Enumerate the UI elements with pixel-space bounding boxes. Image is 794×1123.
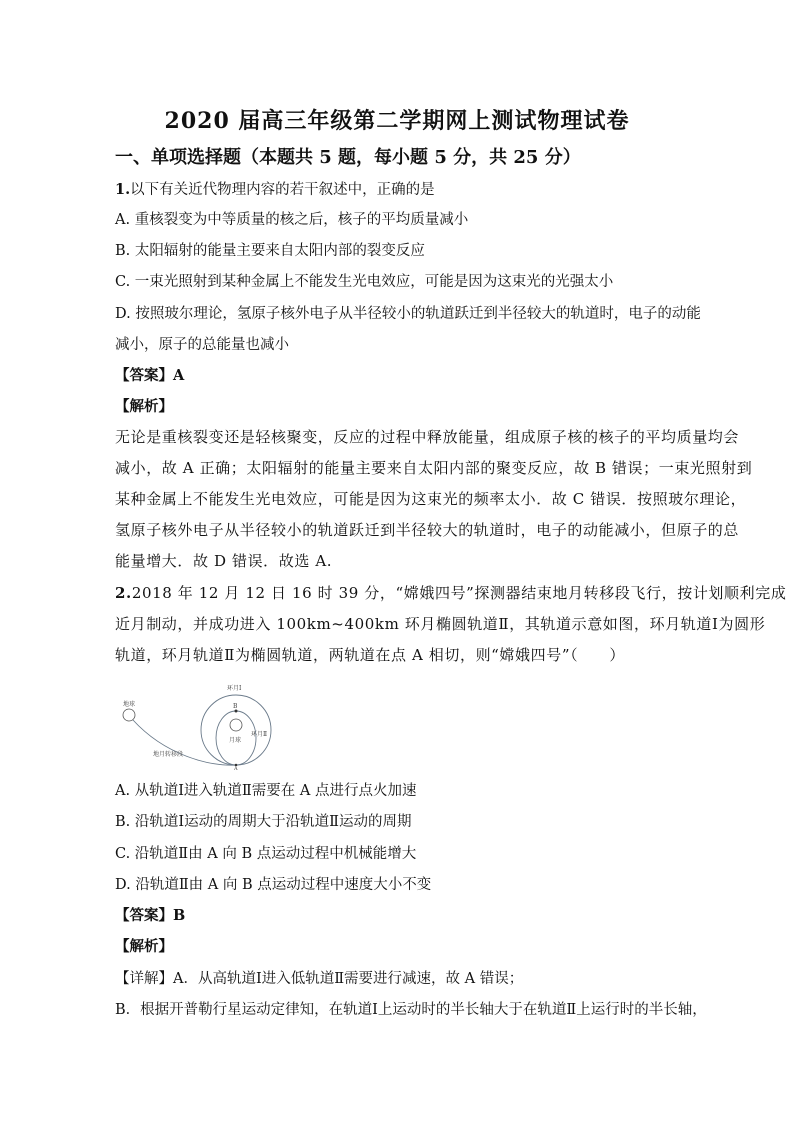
page-title: 2020 届高三年级第二学期网上测试物理试卷 — [164, 108, 630, 134]
question-2-option-d: D. 沿轨道Ⅱ由 A 向 B 点运动过程中速度大小不变 — [115, 877, 432, 893]
question-1-stem — [115, 178, 435, 199]
question-1-number: 1. — [115, 181, 131, 198]
question-2-stem — [115, 582, 786, 603]
question-2-number: 2. — [115, 584, 132, 602]
question-2-analysis-label: 【解析】 — [115, 938, 173, 955]
question-2-detail-line: 【详解】A．从高轨道Ⅰ进入低轨道Ⅱ需要进行减速，故 A 错误； — [115, 971, 524, 987]
question-1-option-a: A. 重核裂变为中等质量的核之后，核子的平均质量减小 — [115, 212, 469, 228]
question-1-analysis-line: 某种金属上不能发生光电效应，可能是因为这束光的频率太小．故 C 错误．按照玻尔理论， — [115, 490, 747, 508]
moon-label: 月球 — [229, 737, 242, 744]
question-1-analysis-line: 无论是重核裂变还是轻核聚变，反应的过程中释放能量，组成原子核的核子的平均质量均会 — [115, 428, 740, 446]
question-2-detail-line: B．根据开普勒行星运动定律知，在轨道Ⅰ上运动时的半长轴大于在轨道Ⅱ上运行时的半长轴， — [115, 1002, 707, 1018]
orbit-1-label: 环月Ⅰ — [227, 685, 242, 692]
question-1-analysis-label: 【解析】 — [115, 398, 173, 415]
question-1-option-c: C. 一束光照射到某种金属上不能发生光电效应，可能是因为这束光的光强太小 — [115, 274, 614, 290]
section-heading: 一、单项选择题（本题共 5 题，每小题 5 分，共 25 分） — [115, 147, 581, 168]
question-1-answer — [115, 364, 184, 385]
point-a-label: A — [234, 766, 238, 770]
question-1-text: 以下有关近代物理内容的若干叙述中，正确的是 — [130, 182, 435, 198]
question-1-option-d-cont: 减小，原子的总能量也减小 — [115, 337, 289, 353]
transfer-trajectory — [133, 720, 237, 765]
question-2-option-c: C. 沿轨道Ⅱ由 A 向 B 点运动过程中机械能增大 — [115, 846, 417, 862]
question-1-option-b: B. 太阳辐射的能量主要来自太阳内部的裂变反应 — [115, 243, 425, 259]
question-1-analysis-line: 能量增大．故 D 错误．故选 A. — [115, 552, 333, 570]
question-2-stem-line: 近月制动，并成功进入 100km~400km 环月椭圆轨道Ⅱ，其轨道示意如图，环月轨道Ⅰ为圆形 — [115, 615, 766, 633]
question-2-text: 2018 年 12 月 12 日 16 时 39 分，“嫦娥四号”探测器结束地月转移段飞行，按计划顺利完成 — [131, 584, 787, 602]
question-2-option-a: A. 从轨道Ⅰ进入轨道Ⅱ需要在 A 点进行点火加速 — [115, 783, 417, 799]
question-1-analysis-line: 减小，故 A 正确；太阳辐射的能量主要来自太阳内部的聚变反应，故 B 错误；一束光照射到 — [115, 459, 753, 477]
question-1-option-d: D. 按照玻尔理论，氢原子核外电子从半径较小的轨道跃迁到半径较大的轨道时，电子的动能 — [115, 306, 701, 322]
question-2-stem-line: 轨道，环月轨道Ⅱ为椭圆轨道，两轨道在点 A 相切，则“嫦娥四号”（ ） — [115, 646, 626, 664]
answer-label: 【答案】 — [115, 367, 173, 384]
question-1-analysis-line: 氢原子核外电子从半径较小的轨道跃迁到半径较大的轨道时，电子的动能减小，但原子的总 — [115, 521, 740, 539]
answer-value: A — [173, 367, 185, 384]
point-b-label: B — [233, 703, 238, 710]
earth-shape — [123, 709, 135, 721]
transfer-label: 地月转移段 — [153, 751, 184, 758]
question-2-answer — [115, 904, 185, 925]
answer-label: 【答案】 — [115, 907, 173, 924]
question-2-option-b: B. 沿轨道Ⅰ运动的周期大于沿轨道Ⅱ运动的周期 — [115, 814, 412, 830]
orbit-diagram — [115, 675, 295, 770]
moon-shape — [230, 719, 242, 731]
earth-label: 地球 — [123, 701, 136, 708]
answer-value: B — [173, 907, 186, 924]
orbit-2-label: 环月Ⅱ — [251, 731, 268, 738]
